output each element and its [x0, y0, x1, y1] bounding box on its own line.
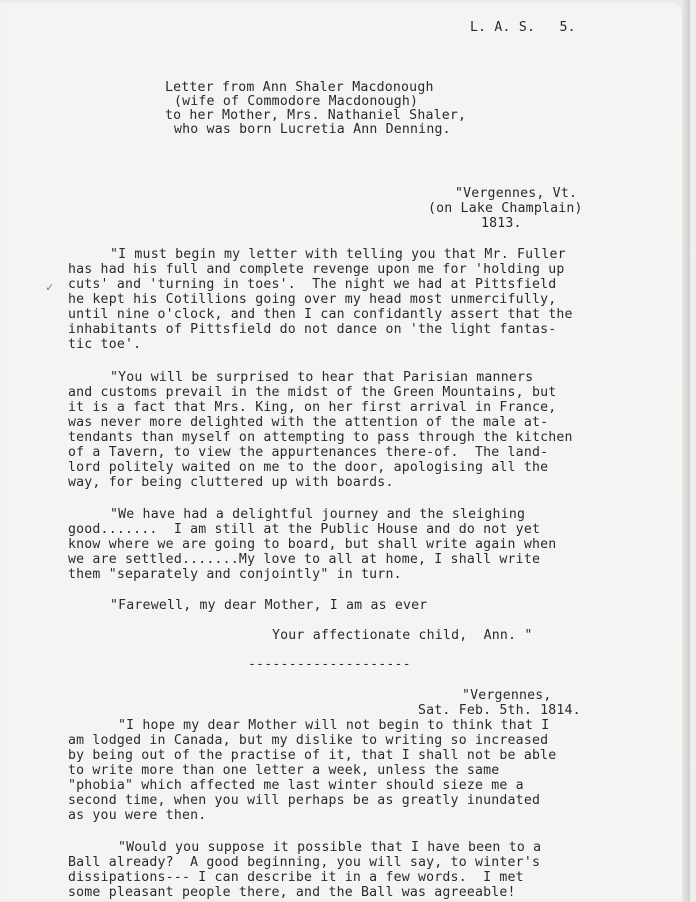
paragraph-line: "You will be surprised to hear that Parisian manners	[110, 370, 534, 385]
paragraph-line: until nine o'clock, and then I can confidantly assert that the	[68, 307, 573, 322]
dateline: 1813.	[481, 216, 522, 231]
paragraph-line: it is a fact that Mrs. King, on her first arrival in France,	[68, 400, 557, 415]
paragraph-line: know where we are going to board, but shall write again when	[68, 537, 557, 552]
divider-line: --------------------	[248, 657, 411, 672]
paragraph-line: some pleasant people there, and the Ball was agreeable!	[68, 885, 516, 900]
page-reference: L. A. S. 5.	[470, 20, 576, 35]
paragraph-line: cuts' and 'turning in toes'. The night we had at Pittsfield	[68, 277, 557, 292]
paragraph-line: dissipations--- I can describe it in a few words. I met	[68, 870, 524, 885]
paragraph-line: and customs prevail in the midst of the Green Mountains, but	[68, 385, 557, 400]
paragraph-line: "phobia" which affected me last winter should sieze me a	[68, 778, 524, 793]
dateline: "Vergennes,	[462, 688, 552, 703]
margin-check-mark: ✓	[46, 280, 54, 294]
title-line: (wife of Commodore Macdonough)	[174, 94, 419, 109]
paragraph-line: "We have had a delightful journey and the sleighing	[110, 507, 526, 522]
paragraph-line: them "separately and conjointly" in turn.	[68, 567, 402, 582]
title-line: Letter from Ann Shaler Macdonough	[165, 80, 434, 95]
paragraph-line: "Would you suppose it possible that I have been to a	[118, 840, 542, 855]
dateline: Sat. Feb. 5th. 1814.	[418, 703, 581, 718]
farewell-line: "Farewell, my dear Mother, I am as ever	[110, 598, 428, 613]
paragraph-line: "I must begin my letter with telling you that Mr. Fuller	[110, 247, 566, 262]
paragraph-line: Ball already? A good beginning, you will say, to winter's	[68, 855, 541, 870]
paragraph-line: good....... I am still at the Public House and do not yet	[68, 522, 541, 537]
page-edge	[682, 0, 690, 902]
dateline: (on Lake Champlain)	[428, 201, 583, 216]
paragraph-line: to write more than one letter a week, unless the same	[68, 763, 500, 778]
paragraph-line: lord politely waited on me to the door, apologising all the	[68, 460, 549, 475]
paragraph-line: "I hope my dear Mother will not begin to think that I	[118, 718, 550, 733]
paragraph-line: we are settled.......My love to all at home, I shall write	[68, 552, 541, 567]
paragraph-line: he kept his Cotillions going over my head most unmercifully,	[68, 292, 557, 307]
dateline: "Vergennes, Vt.	[455, 186, 578, 201]
paragraph-line: am lodged in Canada, but my dislike to writing so increased	[68, 733, 549, 748]
title-line: to her Mother, Mrs. Nathaniel Shaler,	[165, 108, 467, 123]
paragraph-line: tic toe'.	[68, 337, 142, 352]
paragraph-line: inhabitants of Pittsfield do not dance on 'the light fantas-	[68, 322, 557, 337]
paragraph-line: tendants than myself on attempting to pass through the kitchen	[68, 430, 573, 445]
signature-line: Your affectionate child, Ann. "	[272, 628, 533, 643]
paragraph-line: second time, when you will perhaps be as greatly inundated	[68, 793, 541, 808]
paragraph-line: way, for being cluttered up with boards.	[68, 475, 394, 490]
paragraph-line: as you were then.	[68, 808, 207, 823]
paragraph-line: by being out of the practise of it, that I shall not be able	[68, 748, 557, 763]
paragraph-line: of a Tavern, to view the appurtenances there-of. The land-	[68, 445, 549, 460]
title-line: who was born Lucretia Ann Denning.	[174, 122, 451, 137]
paragraph-line: has had his full and complete revenge upon me for 'holding up	[68, 262, 565, 277]
paragraph-line: was never more delighted with the attention of the male at-	[68, 415, 549, 430]
